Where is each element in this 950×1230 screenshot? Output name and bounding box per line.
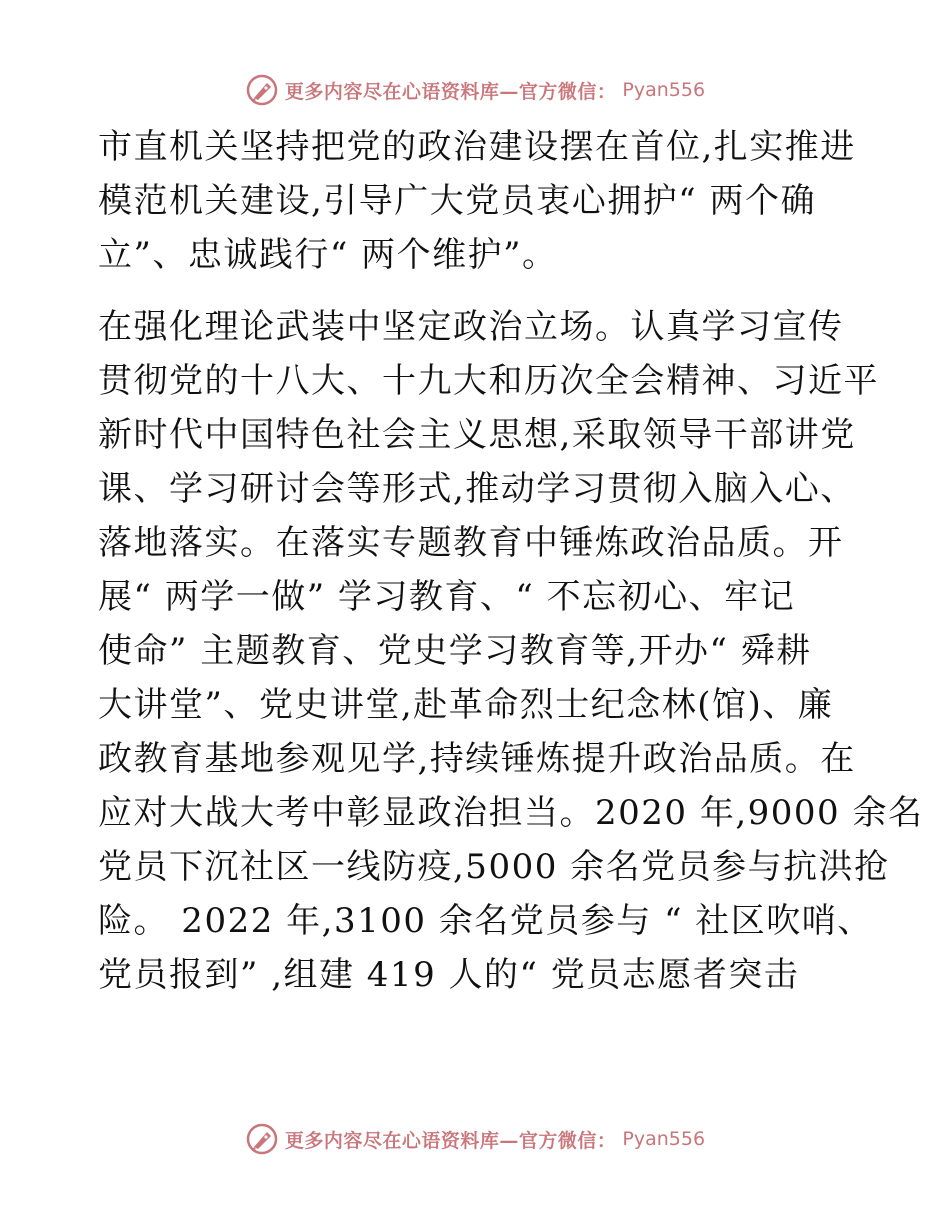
text-line: 模范机关建设,引导广大党员衷心拥护“ 两个确 xyxy=(98,181,816,221)
text-line: 在强化理论武装中坚定政治立场。认真学习宣传 xyxy=(98,307,844,347)
text-line: 落地落实。在落实专题教育中锤炼政治品质。开 xyxy=(98,523,844,563)
document-body xyxy=(98,120,924,1002)
header-banner xyxy=(0,72,950,108)
text-line: 立”、忠诚践行“ 两个维护”。 xyxy=(98,235,558,275)
header-banner-contact: Pyan556 xyxy=(622,79,706,101)
pen-nib-logo-icon xyxy=(245,73,279,107)
text-line: 使命” 主题教育、党史学习教育等,开办“ 舜耕 xyxy=(98,631,812,671)
text-line: 新时代中国特色社会主义思想,采取领导干部讲党 xyxy=(98,415,856,455)
text-line: 险。 2022 年,3100 余名党员参与 “ 社区吹哨、 xyxy=(98,901,873,941)
text-line: 党员下沉社区一线防疫,5000 余名党员参与抗洪抢 xyxy=(98,847,890,887)
footer-banner xyxy=(0,1121,950,1157)
footer-banner-contact: Pyan556 xyxy=(622,1128,706,1150)
text-line: 展“ 两学一做” 学习教育、“ 不忘初心、牢记 xyxy=(98,577,796,617)
pen-nib-logo-icon xyxy=(245,1122,279,1156)
paragraph-1 xyxy=(98,120,858,282)
text-line: 大讲堂”、党史讲堂,赴革命烈士纪念林(馆)、廉 xyxy=(98,685,834,725)
text-line: 政教育基地参观见学,持续锤炼提升政治品质。在 xyxy=(98,739,856,779)
text-line: 市直机关坚持把党的政治建设摆在首位,扎实推进 xyxy=(98,127,856,167)
paragraph-2 xyxy=(98,300,924,1002)
footer-banner-text: 更多内容尽在心语资料库—官方微信： xyxy=(284,1129,617,1152)
text-line: 应对大战大考中彰显政治担当。2020 年,9000 余名 xyxy=(98,793,924,833)
header-banner-text: 更多内容尽在心语资料库—官方微信： xyxy=(284,80,617,103)
text-line: 党员报到” ,组建 419 人的“ 党员志愿者突击 xyxy=(98,955,800,995)
text-line: 课、学习研讨会等形式,推动学习贯彻入脑入心、 xyxy=(98,469,856,509)
text-line: 贯彻党的十八大、十九大和历次全会精神、习近平 xyxy=(98,361,879,401)
